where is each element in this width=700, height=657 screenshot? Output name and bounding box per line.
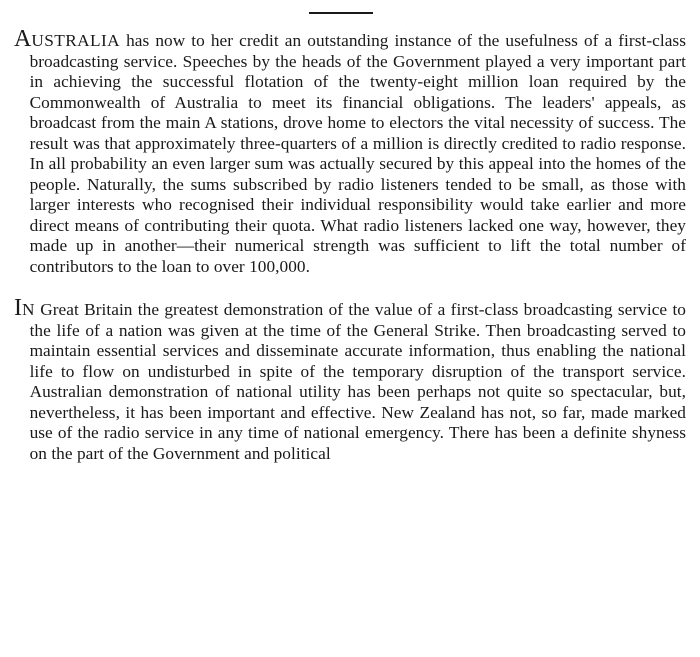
lead-word-caps: USTRALIA	[31, 31, 121, 50]
paragraph-text: Great Britain the greatest demonstration of the value of a first-class broadcasting service to the life of a nation was given at the time of the General Strike. Then broadcasting served to maintain essential services and disseminate accurate information, thus enabling the national life to flow on undisturbed in spite of the temporary disruption of the transport service. Australian demonstration of national utility has been perhaps not quite so spectacular, but, nevertheless, it has been important and effective. New Zealand has not, so far, made marked use of the radio service in any time of national emergency. There has been a definite shyness on the part of the Government and political	[29, 300, 686, 463]
paragraph-great-britain-broadcasting	[14, 295, 686, 464]
section-divider-rule	[309, 12, 373, 14]
article-body	[14, 26, 686, 464]
lead-word-caps: N	[22, 300, 35, 319]
drop-cap: I	[14, 295, 23, 321]
drop-cap: A	[14, 26, 32, 52]
paragraph-text: has now to her credit an outstanding instance of the usefulness of a first-class broadcasting service. Speeches by the heads of the Government played a very important part in achieving the successful flotation of the twenty-eight million loan required by the Commonwealth of Australia to meet its financial obligations. The leaders' appeals, as broadcast from the main A stations, drove home to electors the vital necessity of success. The result was that approximately three-quarters of a million is directly credited to radio response. In all probability an even larger sum was actually secured by this appeal into the homes of the people. Naturally, the sums subscribed by radio listeners tended to be small, as those with larger interests who recognised their individual responsibility would take earlier and more direct means of contributing their quota. What radio listeners lacked one way, however, they made up in another—their numerical strength was sufficient to lift the total number of contributors to the loan to over 100,000.	[29, 31, 686, 276]
paragraph-australia-broadcasting	[14, 26, 686, 277]
